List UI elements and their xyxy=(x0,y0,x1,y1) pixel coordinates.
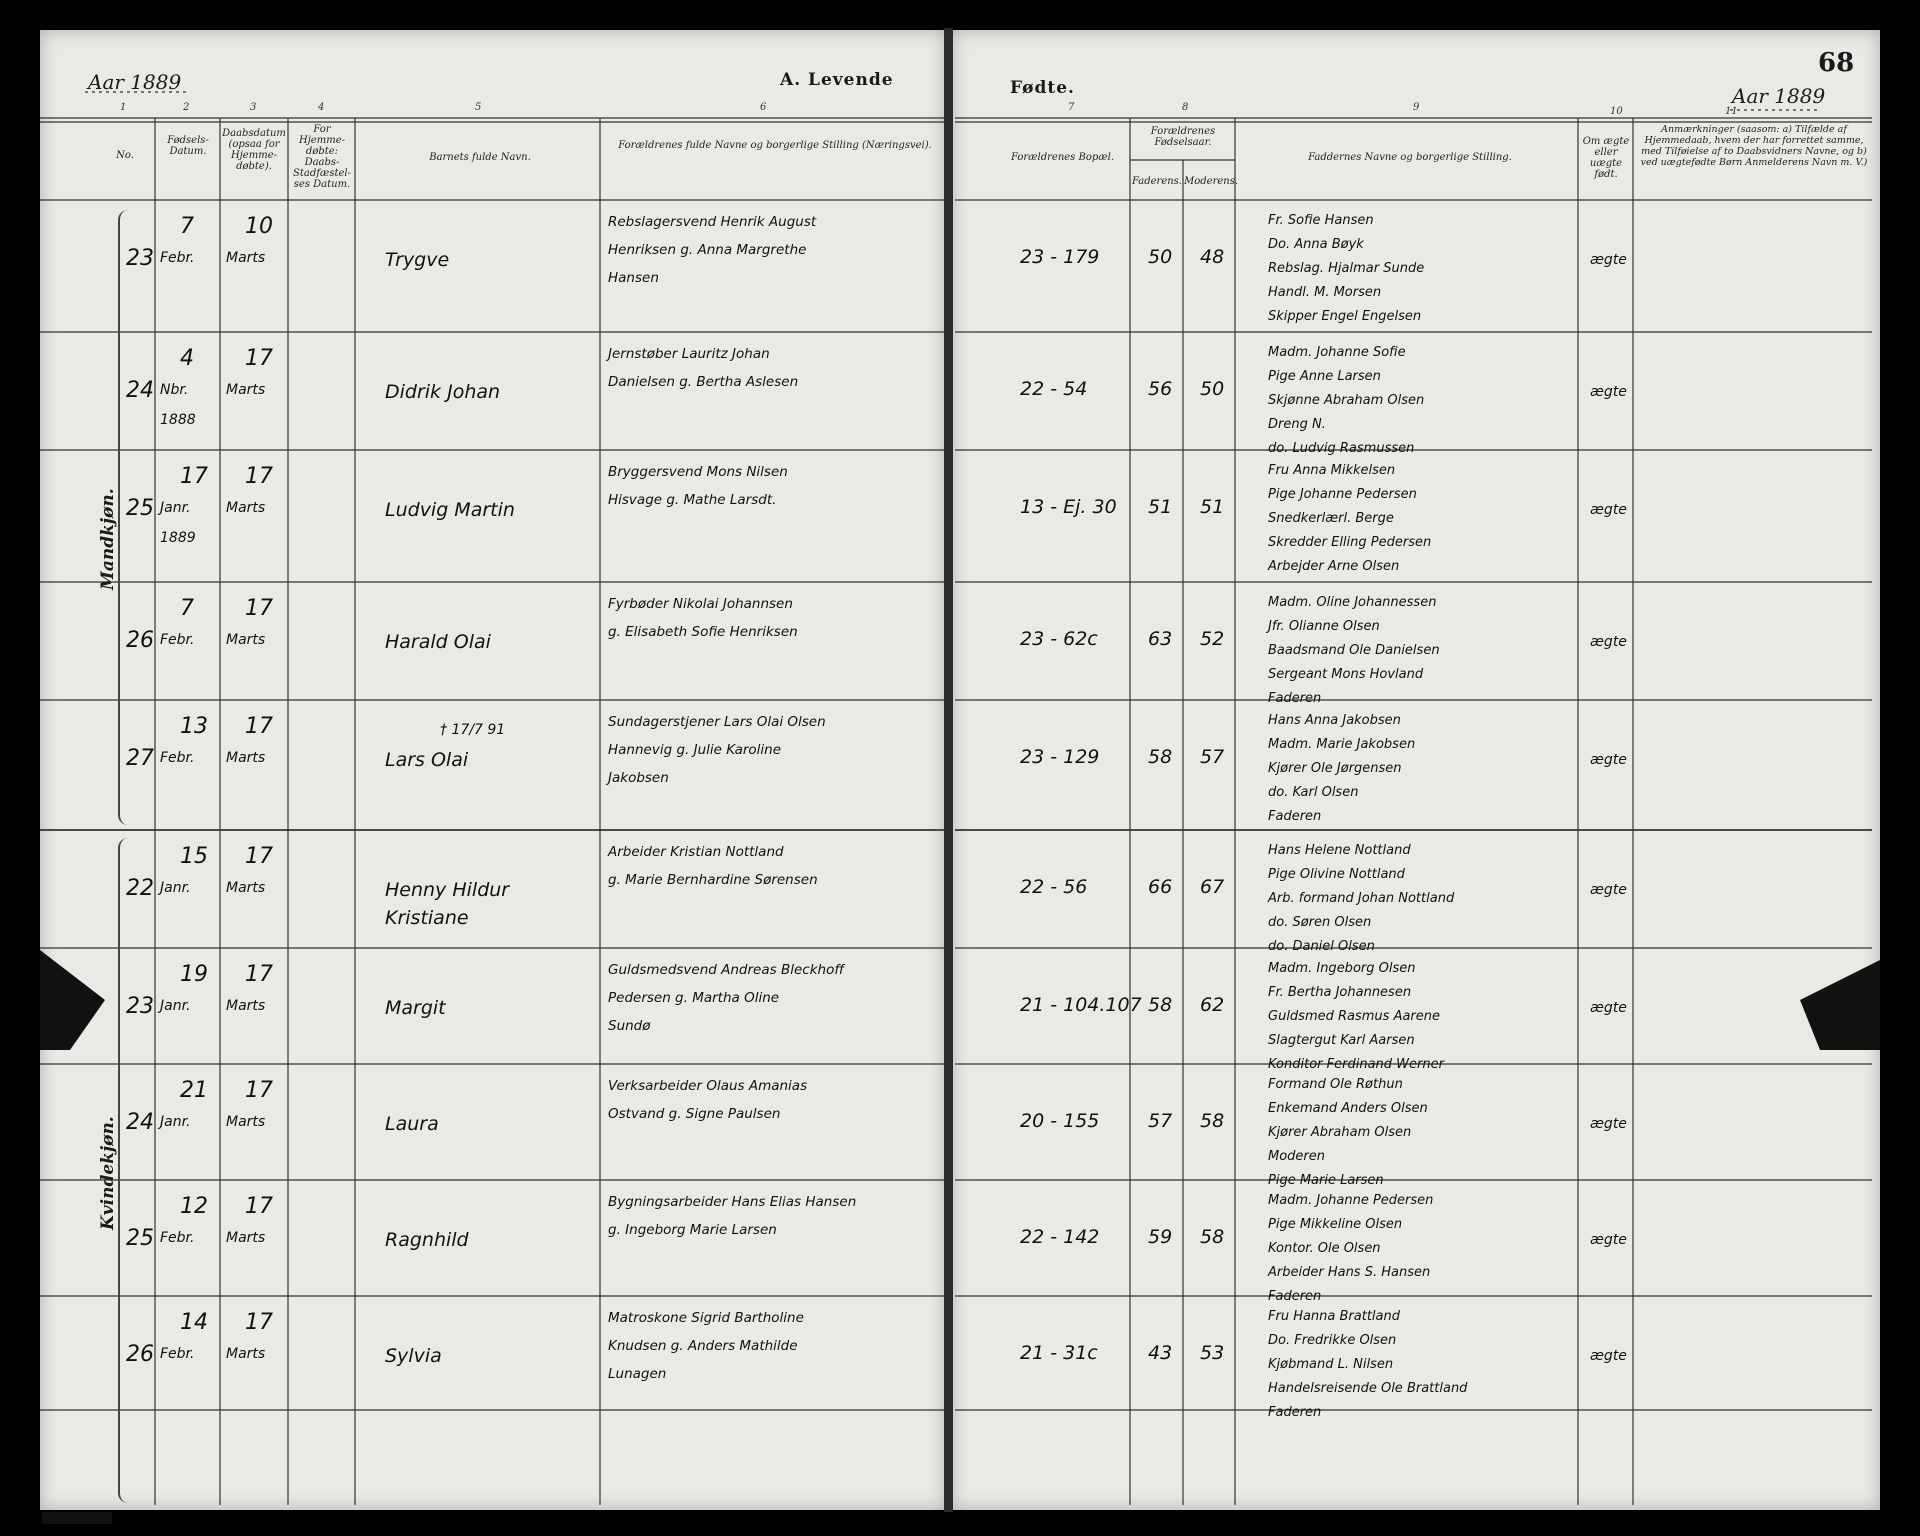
header-birth-years: Forældrenes Fødselsaar. xyxy=(1150,126,1216,148)
female-mother-birth-year: 67 xyxy=(1200,876,1225,898)
female-birth-date-part: Janr. xyxy=(160,998,191,1014)
header-father-year: Faderens. xyxy=(1132,176,1182,187)
female-birth-date-part: 21 xyxy=(180,1078,208,1103)
female-parents-line: g. Marie Bernhardine Sørensen xyxy=(608,872,818,888)
male-sponsor-line: Skredder Elling Pedersen xyxy=(1268,535,1432,550)
male-sponsor-line: Hans Anna Jakobsen xyxy=(1268,713,1401,728)
male-mother-birth-year: 51 xyxy=(1200,496,1225,518)
male-sponsor-line: Madm. Marie Jakobsen xyxy=(1268,737,1416,752)
header-child-name: Barnets fulde Navn. xyxy=(429,152,531,163)
left-year-label: Aar 1889 xyxy=(88,70,182,94)
male-parents-line: Fyrbøder Nikolai Johannsen xyxy=(608,596,793,612)
female-sponsor-line: Madm. Ingeborg Olsen xyxy=(1268,961,1416,976)
male-parents-line: Rebslagersvend Henrik August xyxy=(608,214,817,230)
male-mother-birth-year: 52 xyxy=(1200,628,1225,650)
female-father-birth-year: 59 xyxy=(1148,1226,1173,1248)
female-father-birth-year: 57 xyxy=(1148,1110,1173,1132)
female-parents-line: Arbeider Kristian Nottland xyxy=(608,844,784,860)
male-baptism-date-part: 10 xyxy=(245,214,273,239)
female-parents-line: Pedersen g. Martha Oline xyxy=(608,990,780,1006)
female-father-birth-year: 43 xyxy=(1148,1342,1173,1364)
male-legitimacy: ægte xyxy=(1590,752,1627,768)
male-father-birth-year: 56 xyxy=(1148,378,1173,400)
male-sponsor-line: Jfr. Olianne Olsen xyxy=(1268,619,1380,634)
male-child-name: Didrik Johan xyxy=(385,381,501,403)
female-baptism-date-part: 17 xyxy=(245,962,273,987)
female-parents-line: Bygningsarbeider Hans Elias Hansen xyxy=(608,1194,857,1210)
male-residence: 23 - 62c xyxy=(1020,628,1098,650)
female-mother-birth-year: 58 xyxy=(1200,1110,1225,1132)
female-sponsor-line: Pige Olivine Nottland xyxy=(1268,867,1405,882)
male-sponsor-line: Sergeant Mons Hovland xyxy=(1268,667,1424,682)
female-sponsor-line: Arb. formand Johan Nottland xyxy=(1268,891,1455,906)
female-baptism-date-part: Marts xyxy=(226,1230,266,1246)
male-sponsor-line: Dreng N. xyxy=(1268,417,1326,432)
female-sponsor-line: Guldsmed Rasmus Aarene xyxy=(1268,1009,1441,1024)
header-mother-year: Moderens. xyxy=(1184,176,1239,187)
page-number: 68 xyxy=(1818,48,1855,78)
female-sponsor-line: Arbeider Hans S. Hansen xyxy=(1268,1265,1431,1280)
male-parents-line: g. Elisabeth Sofie Henriksen xyxy=(608,624,798,640)
col-number-9: 9 xyxy=(1413,102,1420,113)
section-male-label: Mandkjøn. xyxy=(98,488,118,590)
female-parents-line: Sundø xyxy=(608,1018,651,1034)
male-sponsor-line: do. Karl Olsen xyxy=(1268,785,1359,800)
male-legitimacy: ægte xyxy=(1590,634,1627,650)
male-sponsor-line: Kjører Ole Jørgensen xyxy=(1268,761,1402,776)
male-legitimacy: ægte xyxy=(1590,384,1627,400)
female-child-name: Ragnhild xyxy=(385,1229,469,1251)
female-sponsor-line: Kontor. Ole Olsen xyxy=(1268,1241,1381,1256)
female-legitimacy: ægte xyxy=(1590,882,1627,898)
male-baptism-date-part: Marts xyxy=(226,382,266,398)
female-baptism-date-part: Marts xyxy=(226,880,266,896)
female-baptism-date-part: Marts xyxy=(226,998,266,1014)
male-child-name: Lars Olai xyxy=(385,749,469,771)
male-birth-date-part: 1889 xyxy=(160,530,196,546)
header-baptism-date: Daabsdatum (opsaa for Hjemme-døbte). xyxy=(222,128,286,172)
male-sponsor-line: Faderen xyxy=(1268,809,1322,824)
female-parents-line: Knudsen g. Anders Mathilde xyxy=(608,1338,798,1354)
female-sponsor-line: Kjører Abraham Olsen xyxy=(1268,1125,1412,1140)
male-sponsor-line: Faderen xyxy=(1268,691,1322,706)
male-parents-line: Bryggersvend Mons Nilsen xyxy=(608,464,788,480)
female-residence: 20 - 155 xyxy=(1020,1110,1100,1132)
male-birth-date-part: Febr. xyxy=(160,632,195,648)
female-birth-date-part: Janr. xyxy=(160,1114,191,1130)
section-female-label: Kvindekjøn. xyxy=(98,1116,118,1230)
female-legitimacy: ægte xyxy=(1590,1232,1627,1248)
female-birth-date-part: Febr. xyxy=(160,1346,195,1362)
male-father-birth-year: 63 xyxy=(1148,628,1173,650)
male-sponsor-line: Snedkerlærl. Berge xyxy=(1268,511,1394,526)
male-sponsor-line: Madm. Johanne Sofie xyxy=(1268,345,1406,360)
male-entry-number: 25 xyxy=(126,496,154,521)
female-entry-number: 22 xyxy=(126,876,154,901)
female-baptism-date-part: 17 xyxy=(245,1310,273,1335)
male-residence: 23 - 129 xyxy=(1020,746,1100,768)
male-sponsor-line: Handl. M. Morsen xyxy=(1268,285,1382,300)
female-baptism-date-part: Marts xyxy=(226,1114,266,1130)
male-entry-number: 24 xyxy=(126,378,154,403)
male-birth-date-part: Janr. xyxy=(160,500,191,516)
male-baptism-date-part: Marts xyxy=(226,250,266,266)
female-sponsor-line: Faderen xyxy=(1268,1289,1322,1304)
female-sponsor-line: Fru Hanna Brattland xyxy=(1268,1309,1401,1324)
male-birth-date-part: 7 xyxy=(180,596,194,621)
male-birth-date-part: 13 xyxy=(180,714,208,739)
male-baptism-date-part: 17 xyxy=(245,596,273,621)
male-mother-birth-year: 48 xyxy=(1200,246,1225,268)
male-sponsor-line: Arbejder Arne Olsen xyxy=(1268,559,1400,574)
male-child-name: Harald Olai xyxy=(385,631,491,653)
male-parents-line: Henriksen g. Anna Margrethe xyxy=(608,242,807,258)
female-child-name: Sylvia xyxy=(385,1345,442,1367)
male-birth-date-part: Nbr. xyxy=(160,382,189,398)
male-residence: 22 - 54 xyxy=(1020,378,1088,400)
male-parents-line: Danielsen g. Bertha Aslesen xyxy=(608,374,799,390)
female-residence: 21 - 104.107 xyxy=(1020,994,1142,1016)
female-baptism-date-part: 17 xyxy=(245,1194,273,1219)
header-remarks: Anmærkninger (saasom: a) Tilfælde af Hjemmedaab, hvem der har forrettet samme, med Tilføielse af to Daabsvidners Navne, og b) ved uægtefødte Børn Anmelderens Navn m. V.) xyxy=(1640,124,1868,168)
col-number-7: 7 xyxy=(1068,102,1075,113)
male-parents-line: Hansen xyxy=(608,270,659,286)
male-father-birth-year: 51 xyxy=(1148,496,1173,518)
male-parents-line: Hisvage g. Mathe Larsdt. xyxy=(608,492,777,508)
right-title: Fødte. xyxy=(1010,78,1075,98)
male-parents-line: Jakobsen xyxy=(608,770,669,786)
female-baptism-date-part: 17 xyxy=(245,1078,273,1103)
male-sponsor-line: Madm. Oline Johannessen xyxy=(1268,595,1437,610)
male-child-note: † 17/7 91 xyxy=(440,722,506,738)
female-parents-line: Verksarbeider Olaus Amanias xyxy=(608,1078,808,1094)
male-baptism-date-part: Marts xyxy=(226,750,266,766)
male-residence: 23 - 179 xyxy=(1020,246,1100,268)
female-sponsor-line: do. Daniel Olsen xyxy=(1268,939,1375,954)
col-number-6: 6 xyxy=(760,102,767,113)
male-birth-date-part: 4 xyxy=(180,346,194,371)
header-birth-date: Fødsels-Datum. xyxy=(167,135,209,157)
female-legitimacy: ægte xyxy=(1590,1000,1627,1016)
male-birth-date-part: 17 xyxy=(180,464,208,489)
right-year-label: Aar 1889 xyxy=(1732,84,1826,108)
header-home-baptism: For Hjemme-døbte: Daabs-Stadfæstel-ses Datum. xyxy=(293,124,351,190)
col-number-11: 11 xyxy=(1725,106,1738,117)
female-birth-date-part: 15 xyxy=(180,844,208,869)
col-number-1: 1 xyxy=(120,102,127,113)
female-child-name: Laura xyxy=(385,1113,439,1135)
female-baptism-date-part: Marts xyxy=(226,1346,266,1362)
header-sponsors: Faddernes Navne og borgerlige Stilling. xyxy=(1308,152,1512,163)
male-sponsor-line: Pige Johanne Pedersen xyxy=(1268,487,1417,502)
left-title: A. Levende xyxy=(780,70,894,90)
female-sponsor-line: Hans Helene Nottland xyxy=(1268,843,1411,858)
header-residence: Forældrenes Bopæl. xyxy=(1010,152,1115,163)
female-child-name: Margit xyxy=(385,997,446,1019)
female-mother-birth-year: 53 xyxy=(1200,1342,1225,1364)
male-entry-number: 27 xyxy=(126,746,154,771)
col-number-3: 3 xyxy=(250,102,257,113)
male-legitimacy: ægte xyxy=(1590,502,1627,518)
male-sponsor-line: do. Ludvig Rasmussen xyxy=(1268,441,1415,456)
col-number-8: 8 xyxy=(1182,102,1189,113)
female-residence: 22 - 56 xyxy=(1020,876,1088,898)
female-sponsor-line: Fr. Bertha Johannesen xyxy=(1268,985,1412,1000)
female-birth-date-part: 12 xyxy=(180,1194,208,1219)
col-number-10: 10 xyxy=(1610,106,1623,117)
female-entry-number: 23 xyxy=(126,994,154,1019)
male-residence: 13 - Ej. 30 xyxy=(1020,496,1117,518)
female-entry-number: 26 xyxy=(126,1342,154,1367)
female-mother-birth-year: 58 xyxy=(1200,1226,1225,1248)
female-sponsor-line: Formand Ole Røthun xyxy=(1268,1077,1403,1092)
male-father-birth-year: 58 xyxy=(1148,746,1173,768)
female-mother-birth-year: 62 xyxy=(1200,994,1225,1016)
male-legitimacy: ægte xyxy=(1590,252,1627,268)
male-sponsor-line: Skipper Engel Engelsen xyxy=(1268,309,1422,324)
male-baptism-date-part: Marts xyxy=(226,632,266,648)
female-residence: 22 - 142 xyxy=(1020,1226,1100,1248)
female-residence: 21 - 31c xyxy=(1020,1342,1098,1364)
male-parents-line: Jernstøber Lauritz Johan xyxy=(608,346,770,362)
female-section-brace xyxy=(118,838,130,1503)
male-entry-number: 23 xyxy=(126,246,154,271)
female-birth-date-part: Febr. xyxy=(160,1230,195,1246)
col-number-2: 2 xyxy=(183,102,190,113)
female-parents-line: Matroskone Sigrid Bartholine xyxy=(608,1310,804,1326)
female-sponsor-line: Enkemand Anders Olsen xyxy=(1268,1101,1428,1116)
male-birth-date-part: Febr. xyxy=(160,750,195,766)
female-legitimacy: ægte xyxy=(1590,1348,1627,1364)
male-baptism-date-part: Marts xyxy=(226,500,266,516)
male-baptism-date-part: 17 xyxy=(245,346,273,371)
female-sponsor-line: Do. Fredrikke Olsen xyxy=(1268,1333,1397,1348)
female-baptism-date-part: 17 xyxy=(245,844,273,869)
female-sponsor-line: Pige Mikkeline Olsen xyxy=(1268,1217,1403,1232)
male-child-name: Ludvig Martin xyxy=(385,499,515,521)
header-legitimacy: Om ægte eller uægte født. xyxy=(1582,136,1630,180)
female-sponsor-line: Handelsreisende Ole Brattland xyxy=(1268,1381,1468,1396)
male-mother-birth-year: 50 xyxy=(1200,378,1225,400)
female-sponsor-line: Moderen xyxy=(1268,1149,1326,1164)
female-parents-line: g. Ingeborg Marie Larsen xyxy=(608,1222,777,1238)
male-sponsor-line: Fr. Sofie Hansen xyxy=(1268,213,1374,228)
female-sponsor-line: do. Søren Olsen xyxy=(1268,915,1372,930)
male-child-name: Trygve xyxy=(385,249,450,271)
female-birth-date-part: 19 xyxy=(180,962,208,987)
female-father-birth-year: 66 xyxy=(1148,876,1173,898)
male-birth-date-part: Febr. xyxy=(160,250,195,266)
female-parents-line: Lunagen xyxy=(608,1366,667,1382)
male-sponsor-line: Baadsmand Ole Danielsen xyxy=(1268,643,1440,658)
male-mother-birth-year: 57 xyxy=(1200,746,1225,768)
male-sponsor-line: Fru Anna Mikkelsen xyxy=(1268,463,1396,478)
male-baptism-date-part: 17 xyxy=(245,464,273,489)
male-baptism-date-part: 17 xyxy=(245,714,273,739)
female-child-name: Henny Hildur Kristiane xyxy=(385,879,510,929)
male-sponsor-line: Skjønne Abraham Olsen xyxy=(1268,393,1425,408)
female-sponsor-line: Kjøbmand L. Nilsen xyxy=(1268,1357,1394,1372)
male-entry-number: 26 xyxy=(126,628,154,653)
female-entry-number: 24 xyxy=(126,1110,154,1135)
female-father-birth-year: 58 xyxy=(1148,994,1173,1016)
col-number-4: 4 xyxy=(318,102,325,113)
female-sponsor-line: Madm. Johanne Pedersen xyxy=(1268,1193,1434,1208)
male-sponsor-line: Pige Anne Larsen xyxy=(1268,369,1381,384)
female-sponsor-line: Pige Marie Larsen xyxy=(1268,1173,1384,1188)
male-birth-date-part: 7 xyxy=(180,214,194,239)
header-no: No. xyxy=(116,150,134,161)
male-sponsor-line: Do. Anna Bøyk xyxy=(1268,237,1364,252)
male-parents-line: Hannevig g. Julie Karoline xyxy=(608,742,782,758)
male-father-birth-year: 50 xyxy=(1148,246,1173,268)
male-parents-line: Sundagerstjener Lars Olai Olsen xyxy=(608,714,826,730)
female-sponsor-line: Slagtergut Karl Aarsen xyxy=(1268,1033,1415,1048)
female-entry-number: 25 xyxy=(126,1226,154,1251)
male-sponsor-line: Rebslag. Hjalmar Sunde xyxy=(1268,261,1425,276)
female-sponsor-line: Konditor Ferdinand Werner xyxy=(1268,1057,1444,1072)
female-legitimacy: ægte xyxy=(1590,1116,1627,1132)
col-number-5: 5 xyxy=(475,102,482,113)
female-birth-date-part: 14 xyxy=(180,1310,208,1335)
female-sponsor-line: Faderen xyxy=(1268,1405,1322,1420)
header-parents: Forældrenes fulde Navne og borgerlige Stilling (Næringsvei). xyxy=(618,140,932,151)
male-birth-date-part: 1888 xyxy=(160,412,196,428)
female-parents-line: Guldsmedsvend Andreas Bleckhoff xyxy=(608,962,845,978)
female-parents-line: Ostvand g. Signe Paulsen xyxy=(608,1106,781,1122)
female-birth-date-part: Janr. xyxy=(160,880,191,896)
